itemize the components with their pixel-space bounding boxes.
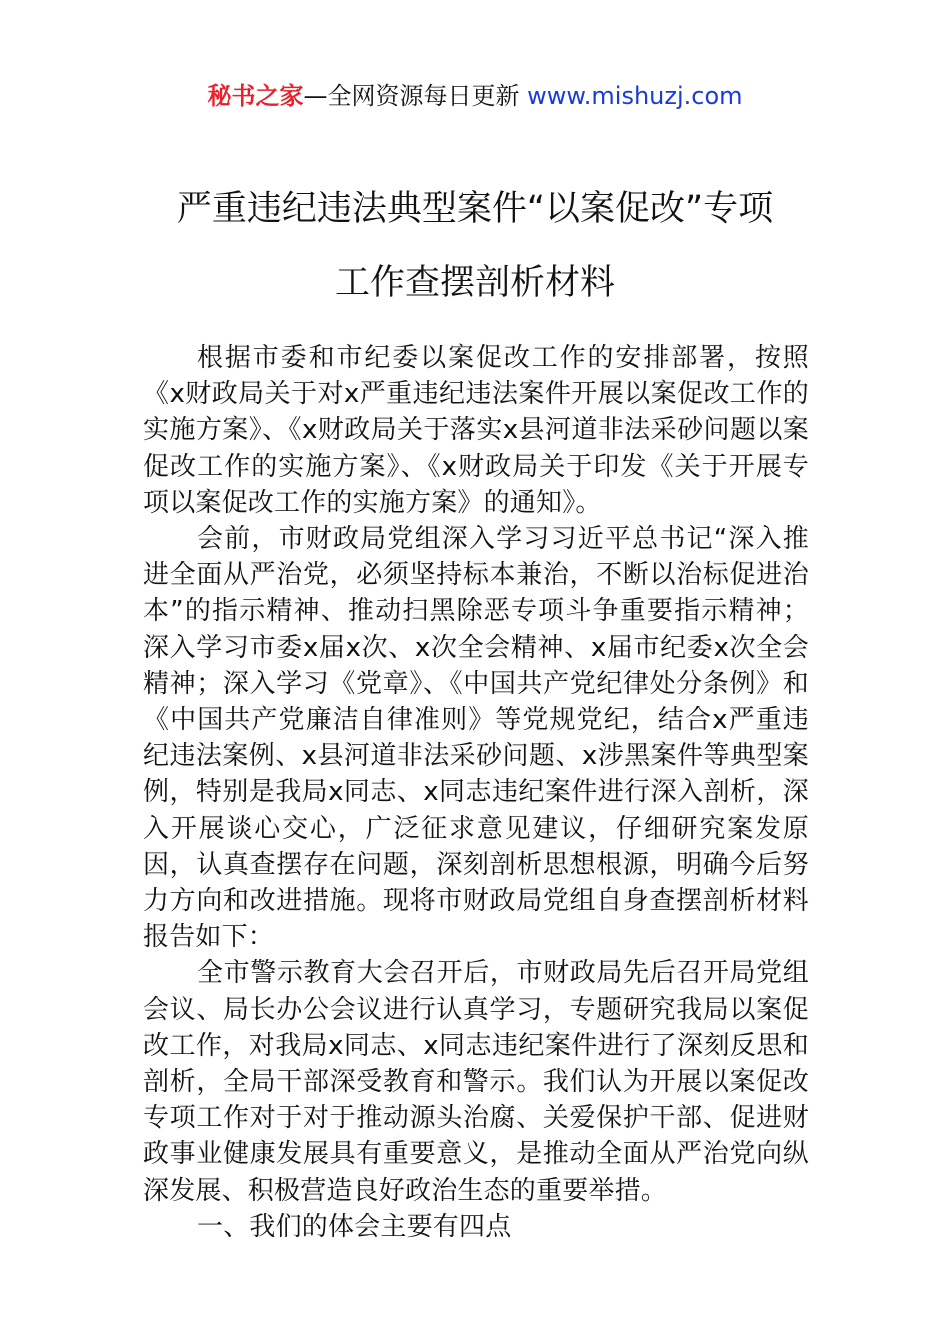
body-paragraph: 根据市委和市纪委以案促改工作的安排部署，按照《x财政局关于对x严重违纪违法案件开展以案促改工作的实施方案》、《x财政局关于落实x县河道非法采砂问题以案促改工作的实施方案》、《x财政局关于印发《关于开展专项以案促改工作的实施方案》的通知》。 (143, 343, 809, 518)
site-brand: 秘书之家 (207, 82, 304, 110)
document-body (143, 340, 809, 1245)
document-title-line-1: 严重违纪违法典型案件“以案促改”专项 (176, 189, 774, 229)
body-paragraph: 全市警示教育大会召开后，市财政局先后召开局党组会议、局长办公会议进行认真学习，专题研究我局以案促改工作，对我局x同志、x同志违纪案件进行了深刻反思和剖析，全局干部深受教育和警示。我们认为开展以案促改专项工作对于对于推动源头治腐、关爱保护干部、促进财政事业健康发展具有重要意义，是推动全面从严治党向纵深发展、积极营造良好政治生态的重要举措。 (143, 958, 809, 1206)
body-paragraph: 会前，市财政局党组深入学习习近平总书记“深入推进全面从严治党，必须坚持标本兼治，不断以治标促进治本”的指示精神、推动扫黑除恶专项斗争重要指示精神；深入学习市委x届x次、x次全会精神、x届市纪委x次全会精神；深入学习《党章》、《中国共产党纪律处分条例》和《中国共产党廉洁自律准则》等党规党纪，结合x严重违纪违法案例、x县河道非法采砂问题、x涉黑案件等典型案例，特别是我局x同志、x同志违纪案件进行深入剖析，深入开展谈心交心，广泛征求意见建议，仔细研究案发原因，认真查摆存在问题，深刻剖析思想根源，明确今后努力方向和改进措施。现将市财政局党组自身查摆剖析材料报告如下： (143, 524, 809, 953)
document-title-line-2: 工作查摆剖析材料 (334, 263, 615, 303)
section-heading: 一、我们的体会主要有四点 (197, 1211, 512, 1242)
site-url-link[interactable]: www.mishuzj.com (527, 82, 743, 110)
site-banner (0, 80, 950, 112)
document-title (100, 172, 850, 320)
site-tagline: —全网资源每日更新 (303, 82, 520, 110)
